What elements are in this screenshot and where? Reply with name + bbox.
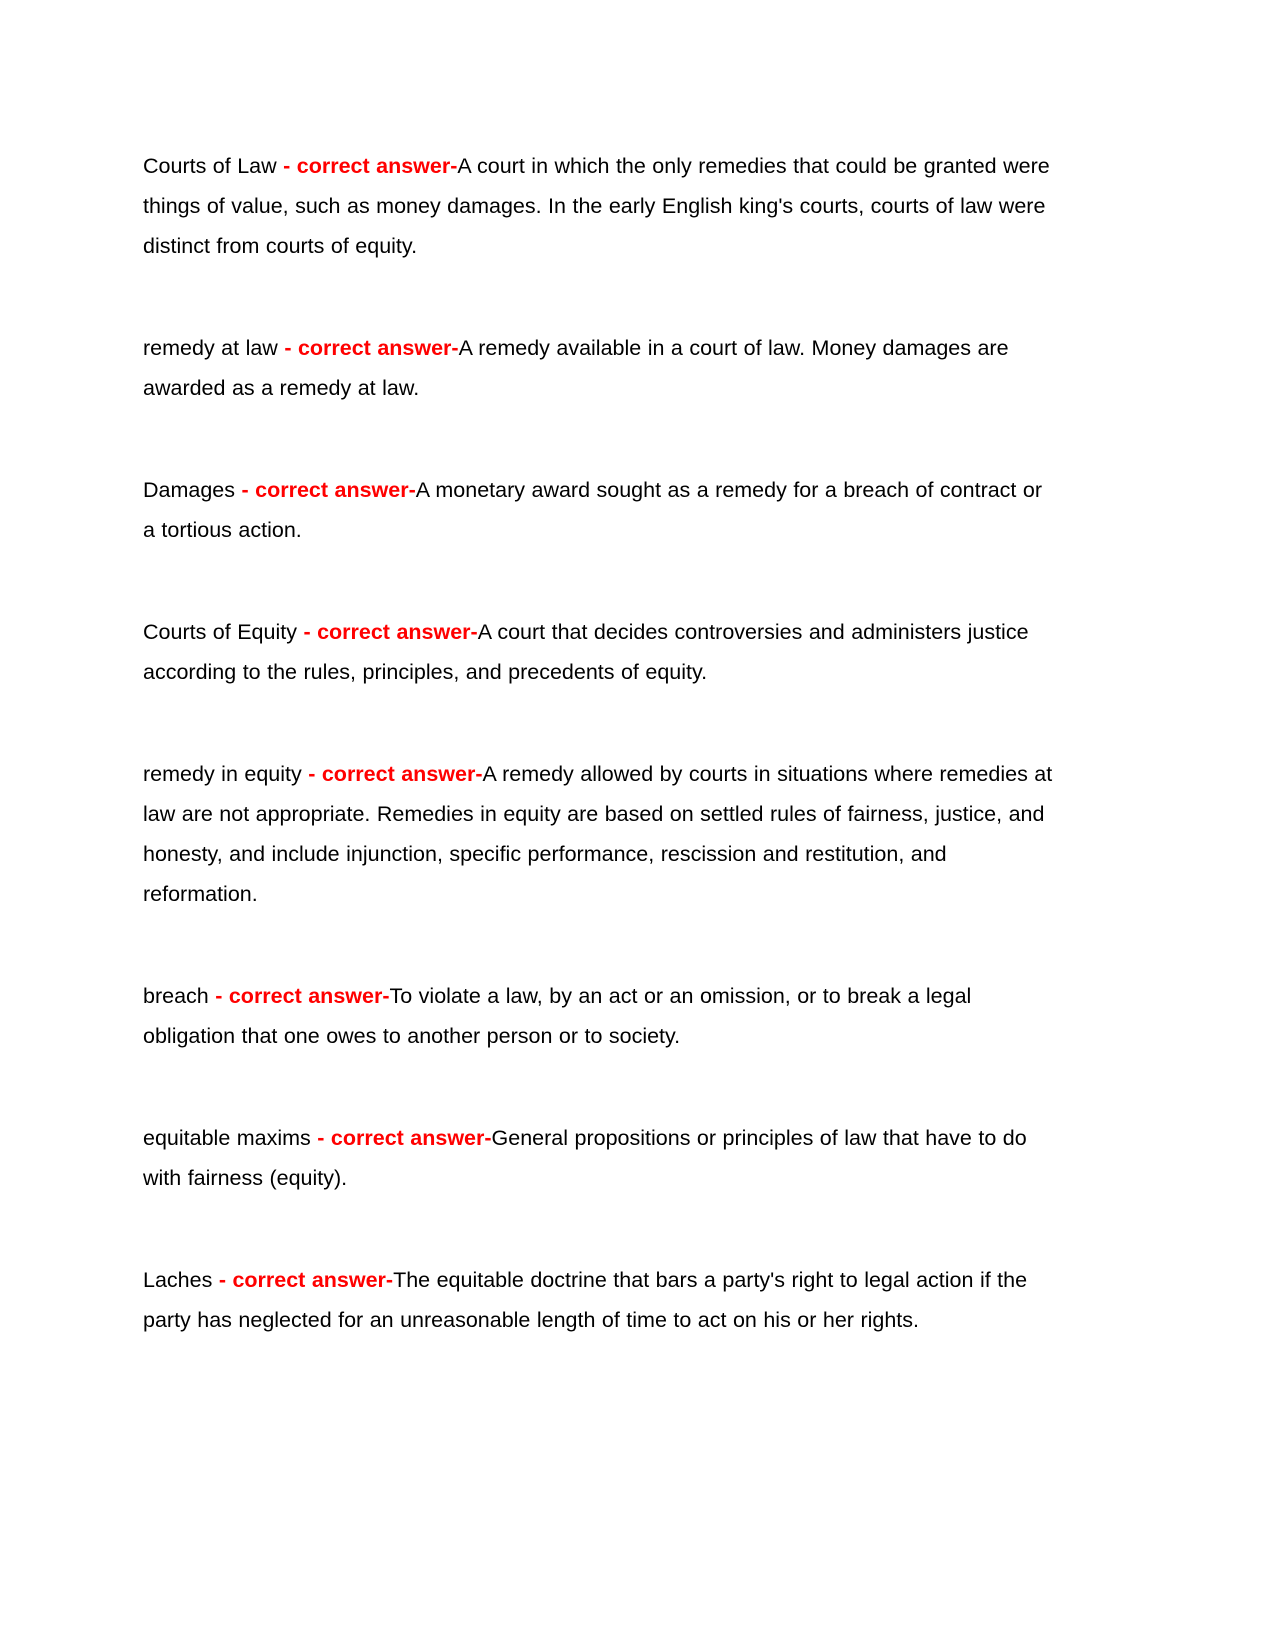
flashcard-entry xyxy=(143,1260,1058,1340)
term-text: Laches xyxy=(143,1268,219,1292)
flashcard-entry xyxy=(143,754,1058,914)
correct-answer-label: - correct answer- xyxy=(303,620,478,644)
flashcard-entry xyxy=(143,146,1058,266)
term-text: equitable maxims xyxy=(143,1126,318,1150)
term-text: Courts of Equity xyxy=(143,620,304,644)
flashcard-entry xyxy=(143,470,1058,550)
term-text: remedy at law xyxy=(143,336,285,360)
definition-text: A monetary award sought as a remedy for a breach of contract or a tortious action. xyxy=(143,478,1043,542)
definition-text: The equitable doctrine that bars a party's right to legal action if the party has neglected for an unreasonable length of time to act on his or her rights. xyxy=(143,1268,1028,1332)
flashcard-entry xyxy=(143,976,1058,1056)
correct-answer-label: - correct answer- xyxy=(283,154,458,178)
definition-text: A court that decides controversies and administers justice according to the rules, principles, and precedents of equity. xyxy=(143,620,1029,684)
term-text: Damages xyxy=(143,478,242,502)
correct-answer-label: - correct answer- xyxy=(218,1268,394,1292)
correct-answer-label: - correct answer- xyxy=(284,336,459,360)
definition-text: General propositions or principles of law that have to do with fairness (equity). xyxy=(143,1126,1027,1190)
term-text: breach xyxy=(143,984,216,1008)
definition-text: A court in which the only remedies that could be granted were things of value, such as money damages. In the early English king's courts, courts of law were distinct from courts of equity. xyxy=(143,154,1050,258)
flashcard-entry xyxy=(143,1118,1058,1198)
flashcard-entry xyxy=(143,612,1058,692)
definition-text: To violate a law, by an act or an omission, or to break a legal obligation that one owes to another person or to society. xyxy=(143,984,972,1048)
correct-answer-label: - correct answer- xyxy=(241,478,416,502)
definition-text: A remedy available in a court of law. Money damages are awarded as a remedy at law. xyxy=(143,336,1009,400)
term-text: Courts of Law xyxy=(143,154,284,178)
correct-answer-label: - correct answer- xyxy=(317,1126,492,1150)
definition-text: A remedy allowed by courts in situations where remedies at law are not appropriate. Remedies in equity are based on settled rules of fairness, justice, and honesty, and include injunction, specific performance, rescission and restitution, and reformation. xyxy=(143,762,1053,906)
correct-answer-label: - correct answer- xyxy=(215,984,390,1008)
term-text: remedy in equity xyxy=(143,762,309,786)
correct-answer-label: - correct answer- xyxy=(308,762,483,786)
flashcard-entry xyxy=(143,328,1058,408)
